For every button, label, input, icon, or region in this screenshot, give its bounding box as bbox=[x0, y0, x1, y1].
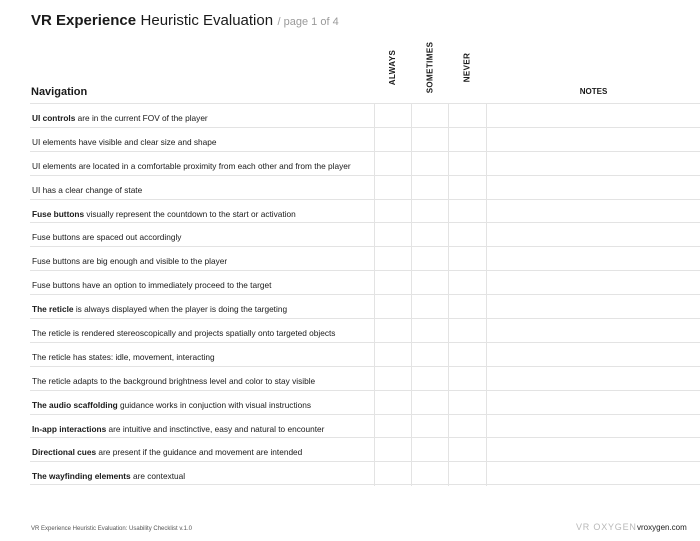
cell-never[interactable] bbox=[448, 104, 486, 127]
cell-notes[interactable] bbox=[486, 128, 700, 151]
checklist-item-label bbox=[32, 424, 324, 434]
checklist-item-text: The reticle has states: idle, movement, interacting bbox=[32, 351, 215, 362]
cell-never[interactable] bbox=[448, 319, 486, 342]
cell-never[interactable] bbox=[448, 438, 486, 461]
checklist-row bbox=[30, 151, 700, 175]
cell-never[interactable] bbox=[448, 176, 486, 199]
cell-always[interactable] bbox=[374, 247, 411, 270]
checklist-item-text: are in the current FOV of the player bbox=[75, 113, 208, 123]
column-header-never: NEVER bbox=[462, 52, 471, 83]
cell-sometimes[interactable] bbox=[411, 176, 448, 199]
cell-sometimes[interactable] bbox=[411, 462, 448, 484]
cell-never[interactable] bbox=[448, 128, 486, 151]
cell-always[interactable] bbox=[374, 271, 411, 294]
cell-never[interactable] bbox=[448, 367, 486, 390]
page-title bbox=[31, 12, 339, 30]
checklist-row bbox=[30, 294, 700, 318]
checklist-row bbox=[30, 461, 700, 485]
checklist-item-text: are contextual bbox=[130, 471, 186, 482]
cell-notes[interactable] bbox=[486, 319, 700, 342]
title-rest: Heuristic Evaluation bbox=[140, 12, 274, 29]
cell-notes[interactable] bbox=[486, 247, 700, 270]
title-bold: VR Experience bbox=[31, 12, 137, 29]
checklist-item-label bbox=[32, 137, 216, 147]
cell-always[interactable] bbox=[374, 176, 411, 199]
checklist-item-text: UI elements have visible and clear size and shape bbox=[32, 136, 217, 147]
cell-notes[interactable] bbox=[486, 271, 700, 294]
cell-notes[interactable] bbox=[486, 223, 700, 246]
checklist-row bbox=[30, 366, 700, 390]
cell-sometimes[interactable] bbox=[411, 271, 448, 294]
column-divider bbox=[374, 103, 375, 486]
checklist-item-label bbox=[32, 161, 351, 171]
checklist-item-text: Fuse buttons are spaced out accordingly bbox=[32, 232, 182, 243]
cell-notes[interactable] bbox=[486, 152, 700, 175]
cell-never[interactable] bbox=[448, 391, 486, 414]
checklist-item-text: UI elements are located in a comfortable proximity from each other and from the player bbox=[32, 160, 351, 171]
column-header-notes: NOTES bbox=[579, 87, 608, 96]
checklist-item-label bbox=[32, 304, 287, 314]
cell-never[interactable] bbox=[448, 200, 486, 223]
checklist-item-emphasis: UI controls bbox=[32, 113, 76, 123]
checklist-item-emphasis: In-app interactions bbox=[32, 423, 107, 434]
cell-never[interactable] bbox=[448, 343, 486, 366]
cell-sometimes[interactable] bbox=[411, 415, 448, 438]
checklist-item-text: visually represent the countdown to the start or activation bbox=[84, 208, 296, 219]
cell-always[interactable] bbox=[374, 343, 411, 366]
checklist-item-text: are intuitive and insctinctive, easy and natural to encounter bbox=[106, 423, 325, 434]
checklist-item-label bbox=[32, 328, 335, 338]
cell-always[interactable] bbox=[374, 391, 411, 414]
cell-notes[interactable] bbox=[486, 367, 700, 390]
cell-sometimes[interactable] bbox=[411, 391, 448, 414]
checklist-item-text: UI has a clear change of state bbox=[32, 184, 143, 195]
website-url: vroxygen.com bbox=[637, 523, 687, 532]
checklist-item-label bbox=[32, 471, 185, 481]
checklist-item-emphasis: The reticle bbox=[32, 304, 74, 315]
column-divider bbox=[486, 103, 487, 486]
checklist-item-label bbox=[32, 447, 302, 457]
cell-always[interactable] bbox=[374, 295, 411, 318]
cell-always[interactable] bbox=[374, 367, 411, 390]
checklist-item-label bbox=[32, 400, 311, 410]
cell-sometimes[interactable] bbox=[411, 319, 448, 342]
checklist-item-text: The reticle is rendered stereoscopically and projects spatially onto targeted objects bbox=[32, 328, 336, 339]
cell-notes[interactable] bbox=[486, 295, 700, 318]
cell-always[interactable] bbox=[374, 462, 411, 484]
page-indicator: / page 1 of 4 bbox=[277, 16, 339, 28]
section-title: Navigation bbox=[31, 86, 88, 98]
checklist-item-text: Fuse buttons have an option to immediately proceed to the target bbox=[32, 280, 272, 291]
cell-never[interactable] bbox=[448, 462, 486, 484]
column-header-always: ALWAYS bbox=[387, 49, 397, 86]
checklist-item-text: Fuse buttons are big enough and visible to the player bbox=[32, 256, 228, 267]
cell-notes[interactable] bbox=[486, 104, 700, 127]
checklist-row bbox=[30, 103, 700, 127]
cell-never[interactable] bbox=[448, 223, 486, 246]
checklist-item-label bbox=[32, 185, 142, 195]
cell-never[interactable] bbox=[448, 415, 486, 438]
cell-sometimes[interactable] bbox=[411, 128, 448, 151]
cell-always[interactable] bbox=[374, 200, 411, 223]
checklist-item-text: The reticle adapts to the background brightness level and color to stay visible bbox=[32, 375, 316, 386]
cell-never[interactable] bbox=[448, 271, 486, 294]
checklist-row bbox=[30, 270, 700, 294]
checklist-row bbox=[30, 414, 700, 438]
cell-never[interactable] bbox=[448, 247, 486, 270]
checklist-row bbox=[30, 437, 700, 461]
cell-notes[interactable] bbox=[486, 415, 700, 438]
brand-logo: VR OXYGEN bbox=[576, 522, 637, 532]
cell-always[interactable] bbox=[374, 438, 411, 461]
checklist-item-label bbox=[32, 209, 296, 219]
cell-sometimes[interactable] bbox=[411, 200, 448, 223]
cell-notes[interactable] bbox=[486, 176, 700, 199]
checklist-row bbox=[30, 127, 700, 151]
checklist-row bbox=[30, 318, 700, 342]
cell-always[interactable] bbox=[374, 415, 411, 438]
checklist-row bbox=[30, 246, 700, 270]
cell-notes[interactable] bbox=[486, 462, 700, 484]
column-divider bbox=[448, 103, 449, 486]
checklist-item-emphasis: Directional cues bbox=[32, 447, 97, 458]
cell-notes[interactable] bbox=[486, 200, 700, 223]
checklist-item-text: is always displayed when the player is doing the targeting bbox=[73, 304, 288, 315]
cell-sometimes[interactable] bbox=[411, 152, 448, 175]
cell-always[interactable] bbox=[374, 223, 411, 246]
cell-sometimes[interactable] bbox=[411, 223, 448, 246]
cell-never[interactable] bbox=[448, 152, 486, 175]
cell-notes[interactable] bbox=[486, 391, 700, 414]
checklist-item-label bbox=[32, 352, 215, 362]
checklist-item-label bbox=[32, 280, 271, 290]
cell-sometimes[interactable] bbox=[411, 295, 448, 318]
checklist-item-emphasis: The wayfinding elements bbox=[32, 471, 131, 482]
cell-always[interactable] bbox=[374, 319, 411, 342]
checklist-item-emphasis: Fuse buttons bbox=[32, 208, 85, 219]
checklist-row bbox=[30, 199, 700, 223]
checklist-item-label bbox=[32, 376, 315, 386]
cell-notes[interactable] bbox=[486, 343, 700, 366]
cell-sometimes[interactable] bbox=[411, 367, 448, 390]
checklist-row bbox=[30, 222, 700, 246]
checklist-item-text: are present if the guidance and movement are intended bbox=[96, 447, 303, 458]
cell-sometimes[interactable] bbox=[411, 104, 448, 127]
checklist-item-text: guidance works in conjuction with visual instructions bbox=[117, 399, 311, 410]
cell-never[interactable] bbox=[448, 295, 486, 318]
checklist-table bbox=[30, 103, 700, 485]
cell-sometimes[interactable] bbox=[411, 343, 448, 366]
checklist-item-label bbox=[32, 256, 227, 266]
checklist-item-label bbox=[32, 113, 208, 123]
checklist-item-emphasis: The audio scaffolding bbox=[32, 399, 118, 410]
cell-always[interactable] bbox=[374, 128, 411, 151]
checklist-row bbox=[30, 390, 700, 414]
column-header-sometimes: SOMETIMES bbox=[425, 41, 435, 94]
checklist-row bbox=[30, 342, 700, 366]
cell-sometimes[interactable] bbox=[411, 438, 448, 461]
checklist-row bbox=[30, 175, 700, 199]
cell-always[interactable] bbox=[374, 152, 411, 175]
footer-caption: VR Experience Heuristic Evaluation: Usability Checklist v.1.0 bbox=[31, 526, 192, 532]
cell-notes[interactable] bbox=[486, 438, 700, 461]
column-divider bbox=[411, 103, 412, 486]
cell-sometimes[interactable] bbox=[411, 247, 448, 270]
cell-always[interactable] bbox=[374, 104, 411, 127]
checklist-item-label bbox=[32, 232, 181, 242]
